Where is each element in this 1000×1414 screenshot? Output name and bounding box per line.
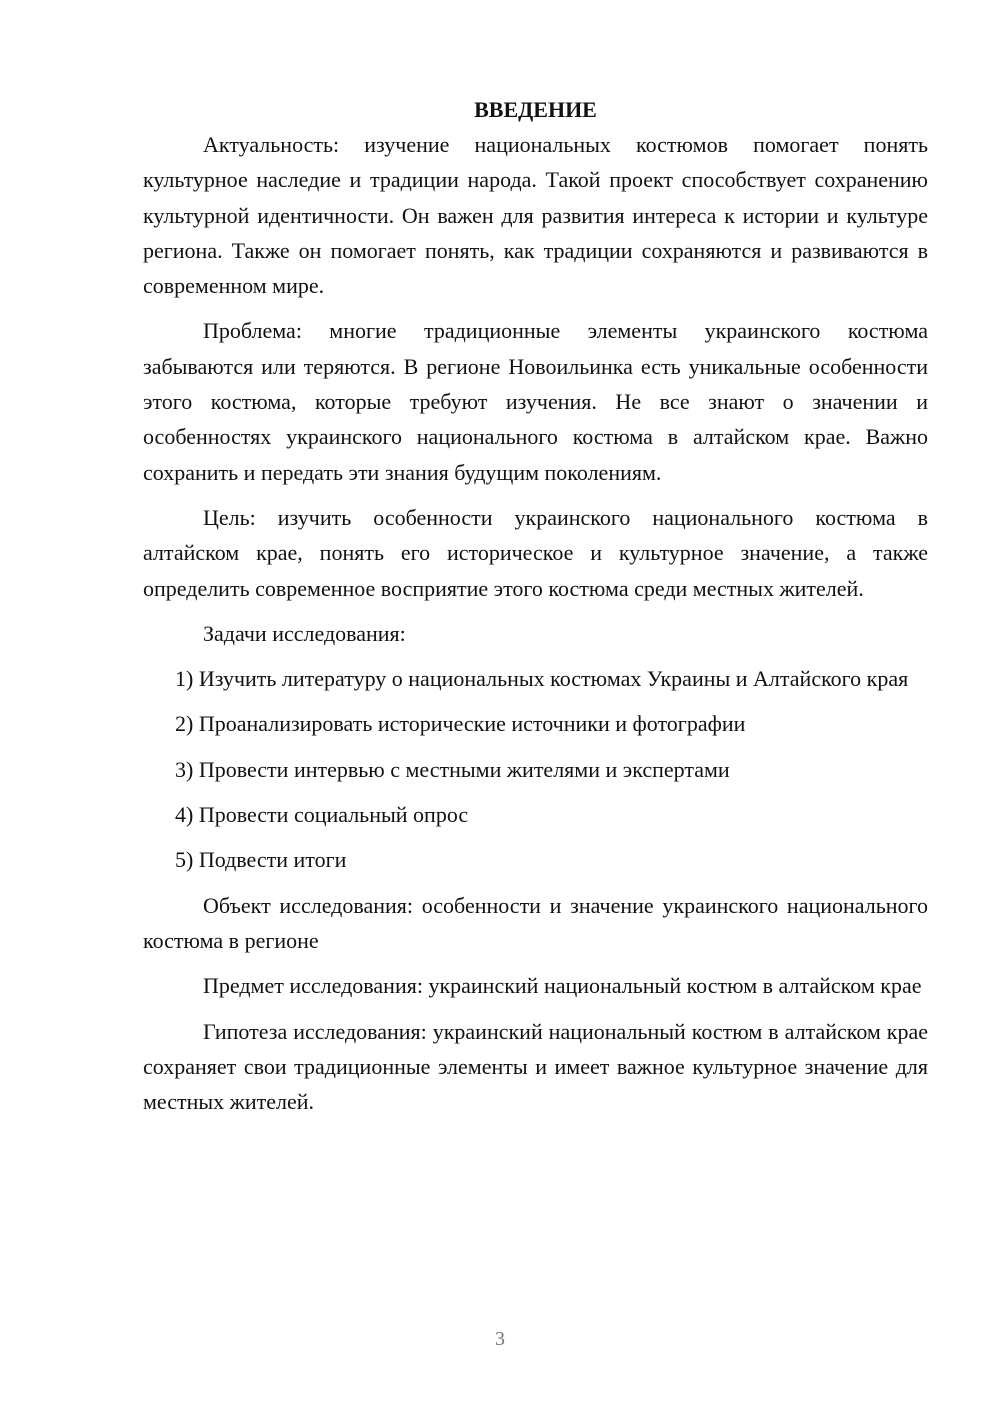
tasks-list — [143, 661, 928, 877]
list-item: 2) Проанализировать исторические источники и фотографии — [175, 711, 746, 737]
list-item: 4) Провести социальный опрос — [175, 802, 469, 828]
paragraph-problem: Проблема: многие традиционные элементы украинского костюма забываются или теряются. В регионе Новоильинка есть уникальные особенности этого костюма, которые требуют изучения. Не все знают о значении и особенностях украинского национального костюма в алтайском крае. Важно сохранить и передать эти знания будущим поколениям. — [143, 318, 928, 485]
paragraph-hypothesis: Гипотеза исследования: украинский национальный костюм в алтайском крае сохраняет свои традиционные элементы и имеет важное культурное значение для местных жителей. — [143, 1018, 928, 1115]
list-item: 3) Провести интервью с местными жителями и экспертами — [175, 756, 730, 782]
list-item: 1) Изучить литературу о национальных костюмах Украины и Алтайского края — [175, 666, 909, 692]
paragraph-goal: Цель: изучить особенности украинского национального костюма в алтайском крае, понять его историческое и культурное значение, а также определить современное восприятие этого костюма среди местных жителей. — [143, 504, 928, 601]
paragraph-object: Объект исследования: особенности и значение украинского национального костюма в регионе — [143, 892, 928, 953]
page-number: 3 — [495, 1328, 505, 1350]
paragraph-subject: Предмет исследования: украинский национальный костюм в алтайском крае — [203, 973, 922, 999]
paragraph-relevance: Актуальность: изучение национальных костюмов помогает понять культурное наследие и традиции народа. Такой проект способствует сохранению культурной идентичности. Он важен для развития интереса к истории и культуре региона. Также он помогает понять, как традиции сохраняются и развиваются в современном мире. — [143, 132, 928, 299]
document-page — [143, 92, 928, 1119]
list-item: 5) Подвести итоги — [175, 847, 347, 873]
page-title: ВВЕДЕНИЕ — [474, 97, 597, 122]
tasks-heading: Задачи исследования: — [203, 620, 406, 646]
